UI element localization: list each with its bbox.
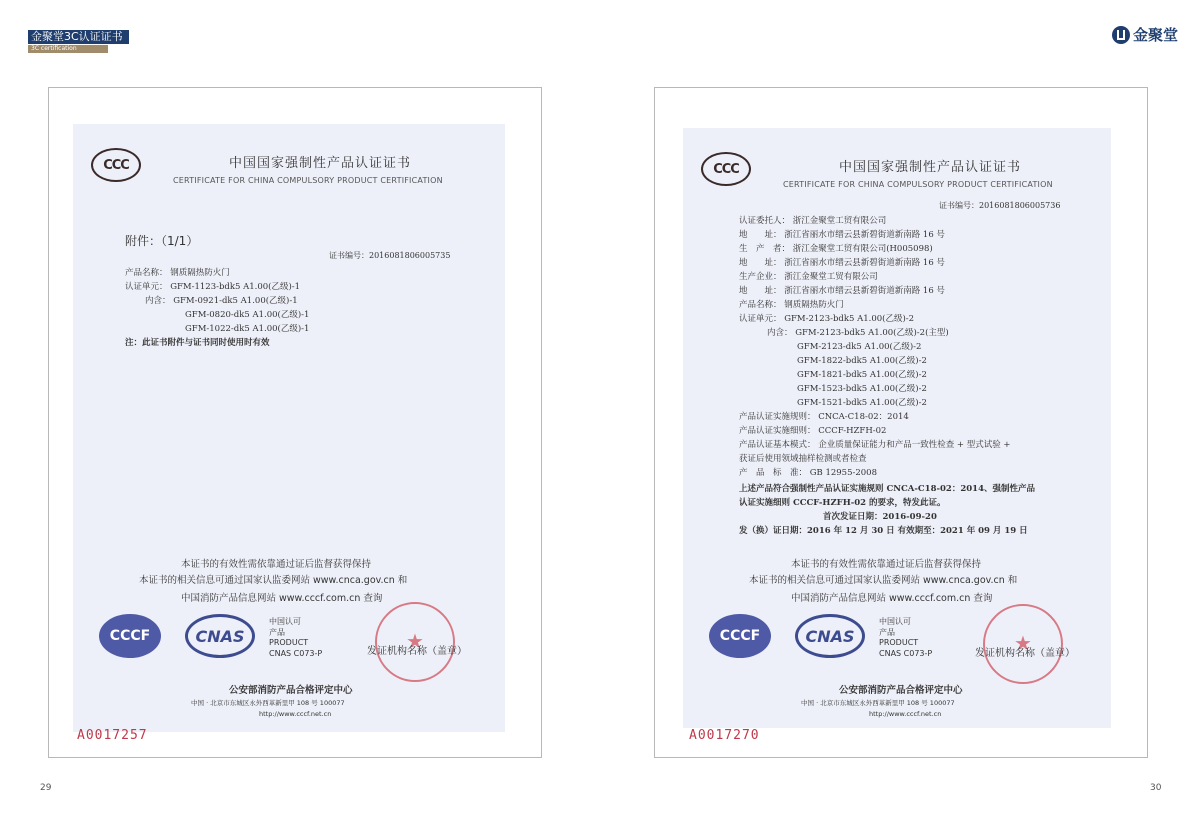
cnas-text: 产品 xyxy=(879,628,895,637)
issuer-seal-label: 发证机构名称（盖章） xyxy=(367,646,467,657)
website-note-2: 中国消防产品信息网站 www.cccf.com.cn 查询 xyxy=(181,593,383,604)
cert-line: 认证实施细则 CCCF-HZFH-02 的要求，特发此证。 xyxy=(739,498,946,508)
cert-line: GFM-1022-dk5 A1.00(乙级)-1 xyxy=(185,324,310,334)
cert-line: 产品认证实施细则： CCCF-HZFH-02 xyxy=(739,426,887,436)
cert-line: GFM-1523-bdk5 A1.00(乙级)-2 xyxy=(797,384,927,394)
cert-line: 生 产 者： 浙江金聚堂工贸有限公司(H005098) xyxy=(739,244,933,254)
certificate-number: 证书编号：2016081806005736 xyxy=(939,201,1061,210)
cert-line: 产品认证实施规则： CNCA-C18-02：2014 xyxy=(739,412,909,422)
validity-note: 本证书的有效性需依靠通过证后监督获得保持 xyxy=(791,559,982,570)
certificate-title-en: CERTIFICATE FOR CHINA COMPULSORY PRODUCT CERTIFICATION xyxy=(783,180,1053,189)
website-note-1: 本证书的相关信息可通过国家认监委网站 www.cnca.gov.cn 和 xyxy=(139,575,408,586)
cccf-logo-icon: CCCF xyxy=(709,614,771,658)
issuing-center: 公安部消防产品合格评定中心 xyxy=(229,685,353,696)
cnas-logo-icon: CNAS xyxy=(185,614,255,658)
cert-line: 产品名称： 钢质隔热防火门 xyxy=(739,300,844,310)
issuing-center: 公安部消防产品合格评定中心 xyxy=(839,685,963,696)
website-note-1: 本证书的相关信息可通过国家认监委网站 www.cnca.gov.cn 和 xyxy=(749,575,1018,586)
cert-line: GFM-1822-bdk5 A1.00(乙级)-2 xyxy=(797,356,927,366)
cnas-text: 中国认可 xyxy=(879,617,911,626)
cert-line: 生产企业： 浙江金聚堂工贸有限公司 xyxy=(739,272,878,282)
cert-note: 注：此证书附件与证书同时使用时有效 xyxy=(125,338,270,348)
website-note-2: 中国消防产品信息网站 www.cccf.com.cn 查询 xyxy=(791,593,993,604)
cnas-logo-icon: CNAS xyxy=(795,614,865,658)
section-sublabel: 3C certification xyxy=(28,45,108,53)
cert-line: GFM-1821-bdk5 A1.00(乙级)-2 xyxy=(797,370,927,380)
cert-line: 上述产品符合强制性产品认证实施规则 CNCA-C18-02：2014、强制性产品 xyxy=(739,484,1035,494)
seal-star-icon: ★ xyxy=(406,629,424,653)
cert-line: GFM-2123-dk5 A1.00(乙级)-2 xyxy=(797,342,922,352)
issuer-website: http://www.cccf.net.cn xyxy=(869,710,942,718)
cert-line: 获证后使用领域抽样检测或者检查 xyxy=(739,454,867,464)
certificate-number: 证书编号：2016081806005735 xyxy=(329,251,451,260)
certificate-frame-right xyxy=(654,87,1148,758)
page-number-left: 29 xyxy=(40,783,52,793)
ccc-logo-icon: CCC xyxy=(701,152,751,186)
cert-line: 产 品 标 准： GB 12955-2008 xyxy=(739,468,877,478)
section-label: 金聚堂3C认证证书 xyxy=(28,30,129,44)
brand-logo-text: 金聚堂 xyxy=(1133,26,1179,44)
serial-number: A0017270 xyxy=(689,728,760,743)
cert-line: 内含： GFM-2123-bdk5 A1.00(乙级)-2(主型) xyxy=(767,328,949,338)
certificate-frame-left xyxy=(48,87,542,758)
cert-line: 产品名称： 钢质隔热防火门 xyxy=(125,268,230,278)
cert-line: 内含： GFM-0921-dk5 A1.00(乙级)-1 xyxy=(145,296,298,306)
cnas-text: PRODUCT xyxy=(879,638,919,647)
cert-line: 地 址： 浙江省丽水市缙云县新碧街道新南路 16 号 xyxy=(739,286,945,296)
cnas-text: CNAS C073-P xyxy=(879,649,933,658)
seal-star-icon: ★ xyxy=(1014,631,1032,655)
brand-logo-icon xyxy=(1112,26,1130,44)
cert-line: 地 址： 浙江省丽水市缙云县新碧街道新南路 16 号 xyxy=(739,230,945,240)
issuer-website: http://www.cccf.net.cn xyxy=(259,710,332,718)
certificate-title-cn: 中国国家强制性产品认证证书 xyxy=(839,160,1022,175)
issuer-address: 中国 · 北京市东城区永外西革新里甲 108 号 100077 xyxy=(801,699,955,707)
cert-line: GFM-1521-bdk5 A1.00(乙级)-2 xyxy=(797,398,927,408)
validity-note: 本证书的有效性需依靠通过证后监督获得保持 xyxy=(181,559,372,570)
first-issue-date: 首次发证日期：2016-09-20 xyxy=(823,512,937,522)
attachment-label: 附件：（1/1） xyxy=(125,234,199,248)
cccf-logo-icon: CCCF xyxy=(99,614,161,658)
ccc-logo-icon: CCC xyxy=(91,148,141,182)
cert-line: 产品认证基本模式： 企业质量保证能力和产品一致性检查 + 型式试验 + xyxy=(739,440,1011,450)
cnas-text: CNAS C073-P xyxy=(269,649,323,658)
certificate-title-cn: 中国国家强制性产品认证证书 xyxy=(229,156,412,171)
certificate-left xyxy=(73,124,505,732)
cert-line: 认证单元： GFM-2123-bdk5 A1.00(乙级)-2 xyxy=(739,314,915,324)
brand-logo xyxy=(1112,24,1178,45)
cert-line: 地 址： 浙江省丽水市缙云县新碧街道新南路 16 号 xyxy=(739,258,945,268)
issuer-seal-label: 发证机构名称（盖章） xyxy=(975,648,1075,659)
cert-line: 认证单元： GFM-1123-bdk5 A1.00(乙级)-1 xyxy=(125,282,301,292)
certificate-right xyxy=(683,128,1111,728)
cnas-text: 中国认可 xyxy=(269,617,301,626)
certificate-title-en: CERTIFICATE FOR CHINA COMPULSORY PRODUCT CERTIFICATION xyxy=(173,176,443,185)
cnas-text: 产品 xyxy=(269,628,285,637)
cnas-text: PRODUCT xyxy=(269,638,309,647)
serial-number: A0017257 xyxy=(77,728,148,743)
cert-line: 认证委托人： 浙江金聚堂工贸有限公司 xyxy=(739,216,887,226)
issuer-address: 中国 · 北京市东城区永外西革新里甲 108 号 100077 xyxy=(191,699,345,707)
cert-line: GFM-0820-dk5 A1.00(乙级)-1 xyxy=(185,310,310,320)
issue-validity-dates: 发（换）证日期：2016 年 12 月 30 日 有效期至：2021 年 09 月 19 日 xyxy=(739,526,1028,536)
page-number-right: 30 xyxy=(1150,783,1162,793)
